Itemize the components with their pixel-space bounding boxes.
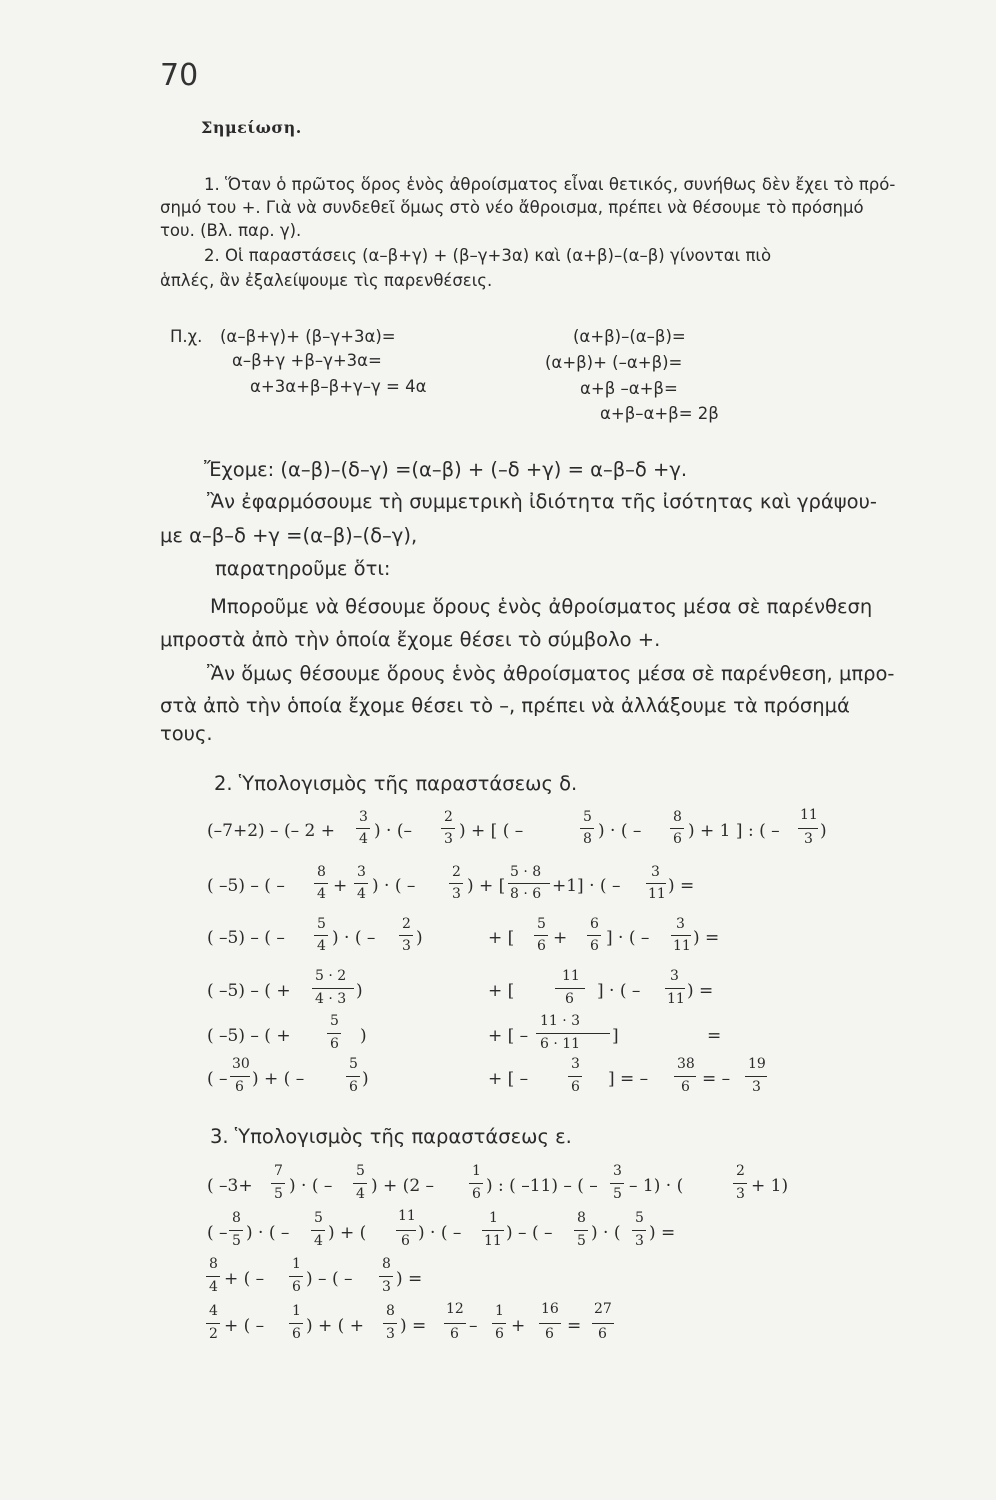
note-heading: Σημείωση. <box>201 118 302 137</box>
symmetric-line-2: με α–β–δ +γ =(α–β)–(δ–γ), <box>160 524 418 547</box>
example-left-3: α+3α+β–β+γ–γ = 4α <box>250 377 427 396</box>
book-page: 70 Σημείωση. 1. Ὅταν ὁ πρῶτος ὅρος ἑνὸς ἀθροίσματος εἶναι θετικός, συνήθως δὲν ἔχει τὸ πρό- σημό του +. Γιὰ νὰ συνδεθεῖ ὅμως στὸ νέο ἄθροισμα, πρέπει νὰ θέσουμε τὸ πρόσημό του. (Βλ. παρ. γ). 2. Οἱ παραστάσεις (α–β+γ) + (β–γ+3α) καὶ (α+β)–(α–β) γίνονται πιὸ ἁπλές, ἂν ἐξαλείψουμε τὶς παρενθέσεις. Π.χ. (α–β+γ)+ (β–γ+3α)= α–β+γ +β–γ+3α= α+3α+β–β+γ–γ = 4α (α+β)–(α–β)= (α+β)+ (–α+β)= α+β –α+β= α+β–α+β= 2β Ἔχομε: (α–β)–(δ–γ) =(α–β) + (–δ +γ) = α–β–δ +γ. Ἂν ἐφαρμόσουμε τὴ συμμετρικὴ ἰδιότητα τῆς ἰσότητας καὶ γράψου- με α–β–δ +γ =(α–β)–(δ–γ), παρατηροῦμε ὅτι: Μποροῦμε νὰ θέσουμε ὅρους ἑνὸς ἀθροίσματος μέσα σὲ παρένθεση μπροστὰ ἀπὸ τὴν ὁποία ἔχομε θέσει τὸ σύμβολο +. Ἂν ὅμως θέσουμε ὅρους ἑνὸς ἀθροίσματος μέσα σὲ παρένθεση, μπρο- στὰ ἀπὸ τὴν ὁποία ἔχομε θέσει τὸ –, πρέπει νὰ ἀλλάξουμε τὰ πρόσημά τους. 2. Ὑπολογισμὸς τῆς παραστάσεως δ. (–7+2) – (– 2 + 3 4 ) · (– 2 3 ) + [ ( – 5 8 ) · ( – 8 6 ) + 1 ] : ( – 11 3 ) ( –5) – ( – 8 4 + 3 4 ) · ( – 2 3 ) + [ 5 · 8 8 · 6 +1] · ( – 3 11 ) = ( –5) – ( – 5 4 ) · ( – 2 3 ) + [ 5 6 + 6 6 ] · ( – 3 11 ) = ( –5) – ( + 5 · 2 4 · 3 ) + [ 11 6 ] · ( – 3 11 ) = ( –5) – ( + 5 6 ) + [ – 11 · 3 6 · 11 ] = ( – 30 6 ) + ( – 5 6 ) + [ – 3 6 ] = – 38 6 = – 19 3 3. Ὑπολογισμὸς τῆς παραστάσεως ε. ( –3+ 7 5 ) · ( – 5 4 ) + (2 – 1 6 ) : ( –11) – ( – 3 5 – 1) · ( 2 3 + 1) ( – 8 5 ) · ( – 5 4 ) + ( 11 6 ) · ( – 1 11 ) – ( – 8 5 ) · ( 5 3 ) = 8 4 + ( – 1 6 ) – ( – 8 3 ) = 4 2 + ( – 1 6 ) + ( + 8 3 ) = 12 6 – 1 6 + 16 6 = 27 6 <box>160 58 896 1342</box>
section3-title: 3. Ὑπολογισμὸς τῆς παραστάσεως ε. <box>210 1125 572 1148</box>
rule2-line-3: τους. <box>160 722 213 745</box>
section2-title: 2. Ὑπολογισμὸς τῆς παραστάσεως δ. <box>214 772 578 795</box>
example-left-1: (α–β+γ)+ (β–γ+3α)= <box>220 327 396 346</box>
example-right-3: α+β –α+β= <box>580 379 678 398</box>
have-line: Ἔχομε: (α–β)–(δ–γ) =(α–β) + (–δ +γ) = α–β–δ +γ. <box>204 458 688 481</box>
rule2-line-2: στὰ ἀπὸ τὴν ὁποία ἔχομε θέσει τὸ –, πρέπει νὰ ἀλλάξουμε τὰ πρόσημά <box>160 694 850 717</box>
note-line-3: του. (Βλ. παρ. γ). <box>160 221 302 240</box>
note-line-4: 2. Οἱ παραστάσεις (α–β+γ) + (β–γ+3α) καὶ (α+β)–(α–β) γίνονται πιὸ <box>204 246 772 265</box>
example-left-2: α–β+γ +β–γ+3α= <box>232 351 382 370</box>
example-label: Π.χ. <box>170 327 203 346</box>
rule1-line-2: μπροστὰ ἀπὸ τὴν ὁποία ἔχομε θέσει τὸ σύμβολο +. <box>160 628 661 651</box>
observe-line: παρατηροῦμε ὅτι: <box>215 557 391 580</box>
symmetric-line-1: Ἂν ἐφαρμόσουμε τὴ συμμετρικὴ ἰδιότητα τῆς ἰσότητας καὶ γράψου- <box>207 490 877 513</box>
note-line-5: ἁπλές, ἂν ἐξαλείψουμε τὶς παρενθέσεις. <box>160 271 493 290</box>
rule1-line-1: Μποροῦμε νὰ θέσουμε ὅρους ἑνὸς ἀθροίσματος μέσα σὲ παρένθεση <box>210 595 873 618</box>
rule2-line-1: Ἂν ὅμως θέσουμε ὅρους ἑνὸς ἀθροίσματος μέσα σὲ παρένθεση, μπρο- <box>207 662 895 685</box>
page-number: 70 <box>160 58 199 93</box>
example-right-4: α+β–α+β= 2β <box>600 404 719 423</box>
example-right-1: (α+β)–(α–β)= <box>573 327 686 346</box>
note-line-2: σημό του +. Γιὰ νὰ συνδεθεῖ ὅμως στὸ νέο ἄθροισμα, πρέπει νὰ θέσουμε τὸ πρόσημό <box>160 198 864 217</box>
example-right-2: (α+β)+ (–α+β)= <box>545 353 683 372</box>
note-line-1: 1. Ὅταν ὁ πρῶτος ὅρος ἑνὸς ἀθροίσματος εἶναι θετικός, συνήθως δὲν ἔχει τὸ πρό- <box>204 175 896 194</box>
